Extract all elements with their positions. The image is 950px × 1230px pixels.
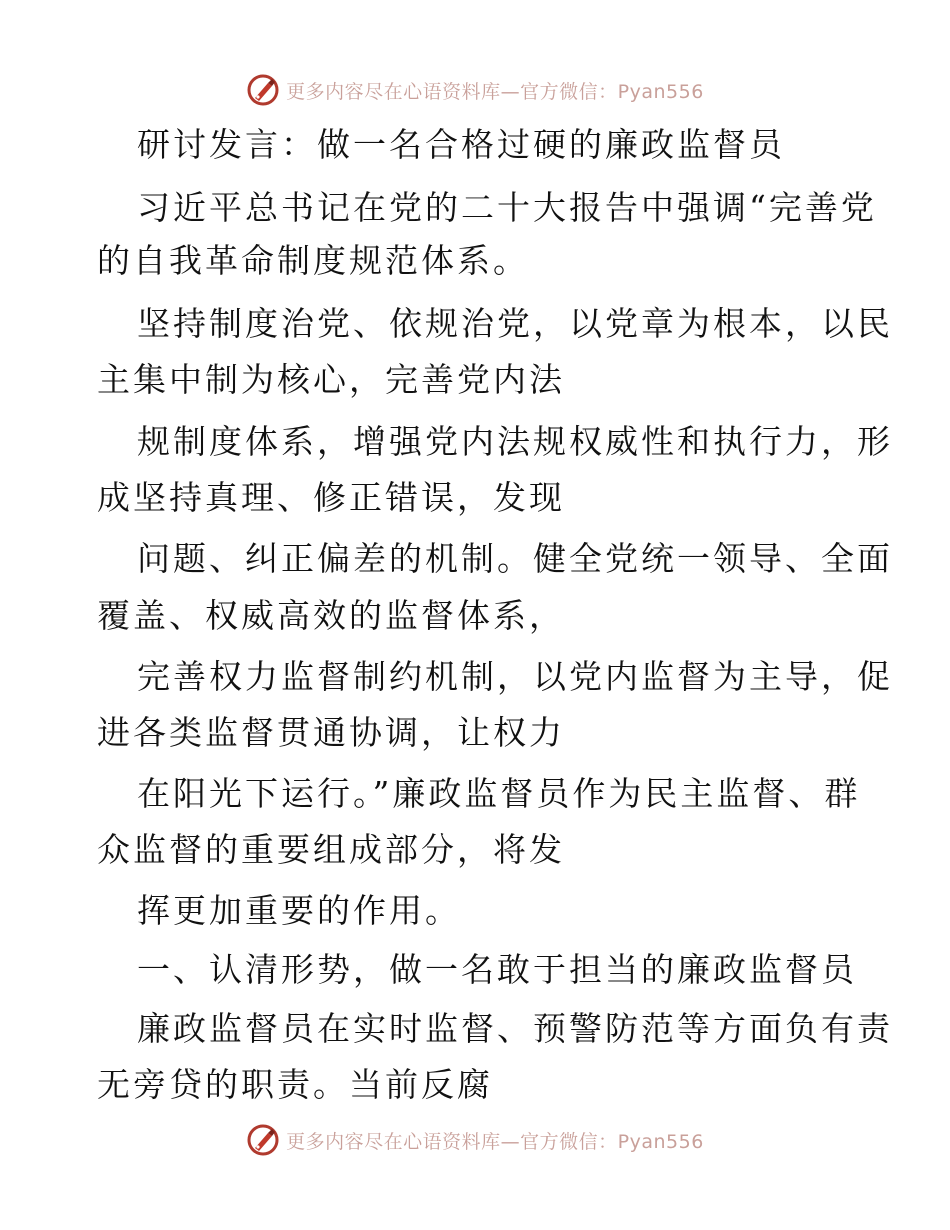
footer-banner: [0, 1120, 950, 1160]
paragraph-line: 完善权力监督制约机制，以党内监督为主导，促: [137, 657, 893, 696]
fountain-pen-logo-icon: [246, 1123, 280, 1157]
paragraph-line: 的自我革命制度规范体系。: [97, 241, 529, 280]
paragraph-line: 挥更加重要的作用。: [137, 891, 461, 930]
paragraph-line: 习近平总书记在党的二十大报告中强调“完善党: [137, 188, 877, 227]
paragraph-line: 无旁贷的职责。当前反腐: [97, 1065, 493, 1104]
document-title: 研讨发言：做一名合格过硬的廉政监督员: [137, 125, 785, 164]
paragraph-line: 问题、纠正偏差的机制。健全党统一领导、全面: [137, 539, 893, 578]
paragraph-line: 坚持制度治党、依规治党，以党章为根本，以民: [137, 304, 893, 343]
header-banner-text: 更多内容尽在心语资料库—官方微信：Pyan556: [286, 80, 704, 103]
header-banner: [0, 70, 950, 110]
fountain-pen-logo-icon: [246, 73, 280, 107]
paragraph-line: 众监督的重要组成部分，将发: [97, 830, 565, 869]
section-heading: 一、认清形势，做一名敢于担当的廉政监督员: [137, 950, 857, 989]
paragraph-line: 成坚持真理、修正错误，发现: [97, 478, 565, 517]
footer-banner-text: 更多内容尽在心语资料库—官方微信：Pyan556: [286, 1130, 704, 1153]
paragraph-line: 规制度体系，增强党内法规权威性和执行力，形: [137, 422, 893, 461]
paragraph-line: 进各类监督贯通协调，让权力: [97, 713, 565, 752]
paragraph-line: 主集中制为核心，完善党内法: [97, 360, 565, 399]
paragraph-line: 覆盖、权威高效的监督体系，: [97, 596, 565, 635]
paragraph-line: 在阳光下运行。”廉政监督员作为民主监督、群: [137, 774, 861, 813]
paragraph-line: 廉政监督员在实时监督、预警防范等方面负有责: [137, 1009, 893, 1048]
